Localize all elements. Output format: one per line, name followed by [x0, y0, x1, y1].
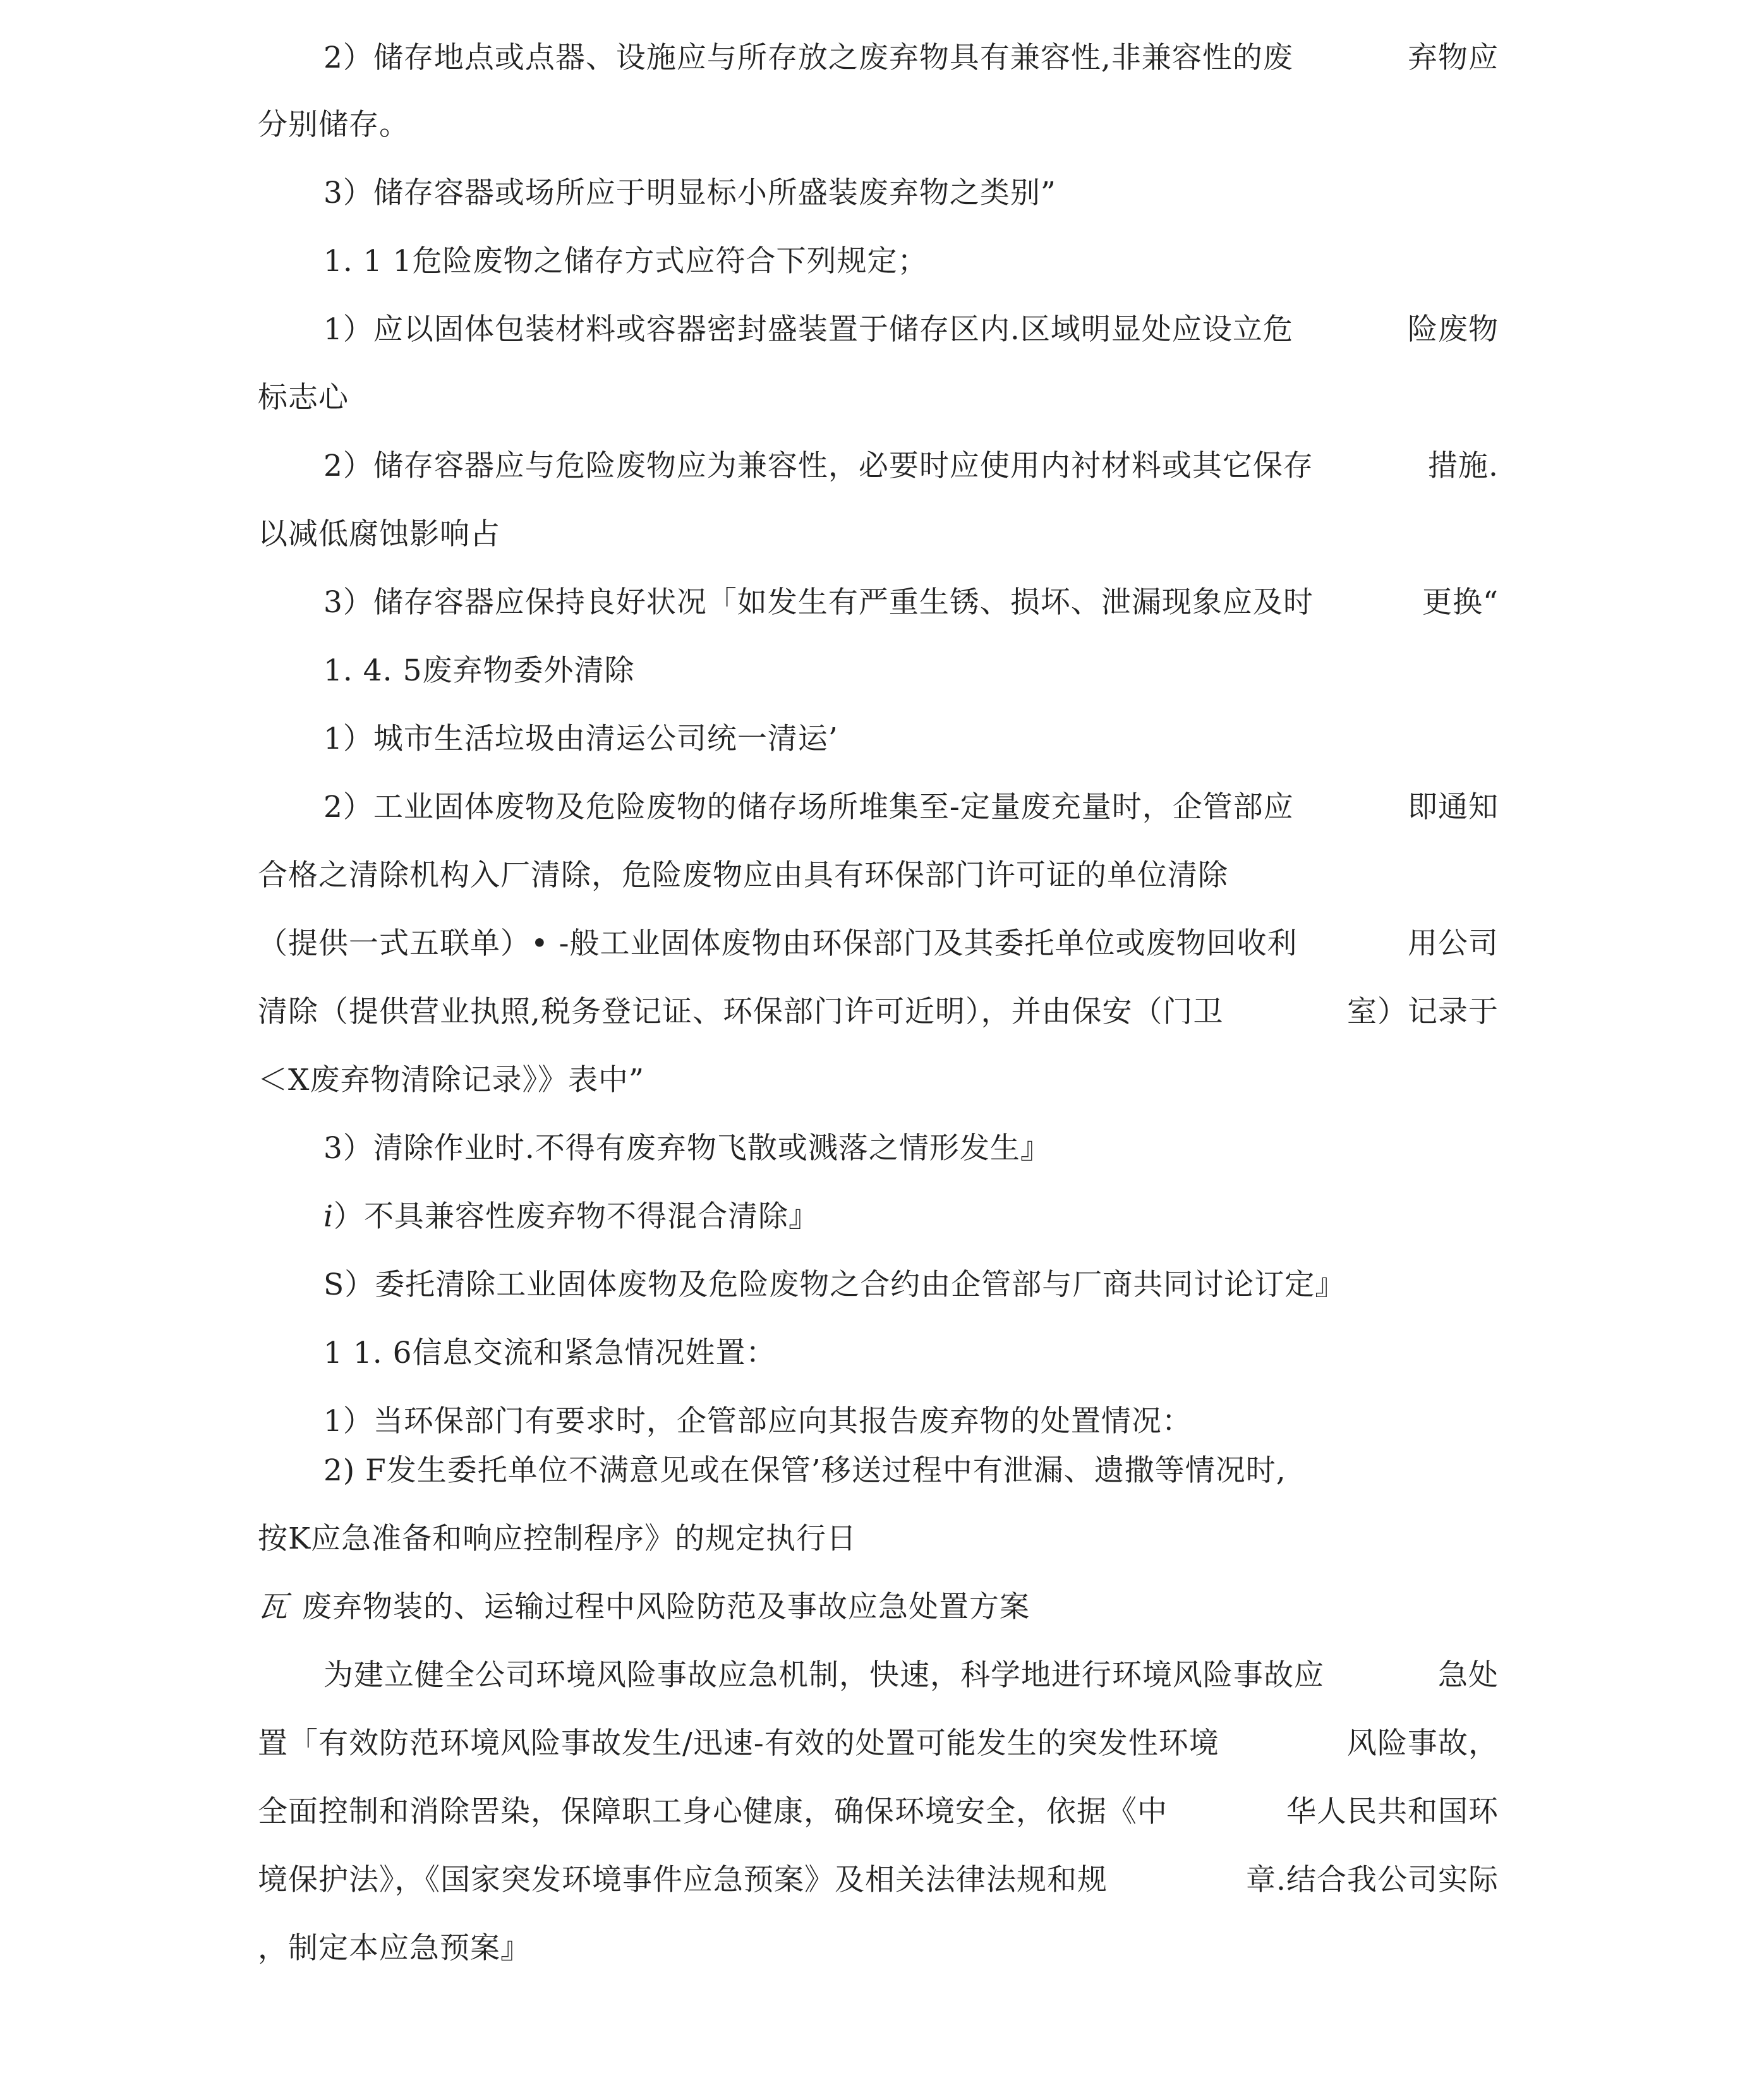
text-line — [258, 1521, 857, 1557]
text-segment: 措施. — [1428, 449, 1499, 483]
section-heading — [323, 653, 634, 689]
text-line — [258, 994, 1499, 1030]
text-segment: 以减低腐蚀影响占 — [258, 517, 500, 552]
text-line — [323, 1404, 1192, 1439]
text-segment: 瓦 — [258, 1590, 288, 1624]
text-line — [258, 1931, 531, 1966]
text-line — [323, 1658, 1499, 1693]
text-segment: 2）储存容器应与危险废物应为兼容性，必要时应使用内衬材料或其它保存 — [323, 449, 1314, 483]
text-segment: 置「有效防范环境风险事故发生/迅速-有效的处置可能发生的突发性环境 — [258, 1726, 1219, 1761]
text-segment: 合格之清除机构入厂清除，危险废物应由具有环保部门许可证的单位清除 — [258, 858, 1228, 893]
text-segment: ＜X废弃物清除记录》》表中” — [258, 1063, 644, 1097]
text-line — [323, 1131, 1051, 1166]
text-segment: 清除（提供营业执照,税务登记证、环保部门许可近明），并由保安（门卫 — [258, 994, 1224, 1029]
text-segment: 华人民共和国环 — [1286, 1794, 1499, 1829]
text-line — [258, 380, 349, 416]
text-segment: ，制定本应急预案』 — [258, 1931, 531, 1966]
text-line — [323, 790, 1499, 825]
text-segment: ）不具兼容性废弃物不得混合清除』 — [334, 1199, 819, 1234]
text-segment: 废弃物装的、运输过程中风险防范及事故应急处置方案 — [302, 1590, 1030, 1624]
text-segment: 险废物 — [1408, 312, 1499, 347]
text-line — [323, 449, 1499, 484]
text-segment: 分别储存。 — [258, 107, 409, 142]
text-segment: 即通知 — [1408, 790, 1499, 825]
text-segment: 1. 1 1危险废物之储存方式应符合下列规定； — [323, 244, 928, 279]
text-segment: 为建立健全公司环境风险事故应急机制，快速，科学地进行环境风险事故应 — [323, 1658, 1324, 1693]
text-segment: 急处 — [1438, 1658, 1499, 1693]
text-segment: 境保护法》，《国家突发环境事件应急预案》及相关法律法规和规 — [258, 1863, 1108, 1897]
section-heading — [323, 1336, 776, 1371]
text-line — [323, 1453, 1286, 1489]
text-line — [258, 1794, 1499, 1830]
text-line — [323, 40, 1499, 76]
text-line — [323, 585, 1499, 620]
text-segment: 1 1. 6信息交流和紧急情况姓置： — [323, 1336, 776, 1370]
text-segment: 弃物应 — [1408, 40, 1499, 75]
text-segment: 用公司 — [1408, 926, 1499, 961]
text-line — [323, 1199, 819, 1235]
text-segment: 2）储存地点或点器、设施应与所存放之废弃物具有兼容性,非兼容性的废 — [323, 40, 1293, 75]
text-segment: 2）工业固体废物及危险废物的储存场所堆集至-定量废充量时，企管部应 — [323, 790, 1294, 825]
text-segment: 3）储存容器或场所应于明显标小所盛装废弃物之类别” — [323, 176, 1056, 210]
section-heading — [323, 244, 928, 279]
text-segment: S）委托清除工业固体废物及危险废物之合约由企管部与厂商共同讨论订定』 — [323, 1267, 1346, 1302]
text-segment: 1）当环保部门有要求时，企管部应向其报告废弃物的处置情况： — [323, 1404, 1192, 1439]
text-segment: 全面控制和消除罟染，保障职工身心健康，确保环境安全，依据《中 — [258, 1794, 1168, 1829]
text-segment: i — [323, 1199, 334, 1234]
text-segment: 3）清除作业时.不得有废弃物飞散或溅落之情形发生』 — [323, 1131, 1051, 1166]
text-line — [258, 517, 500, 552]
text-segment: 更换“ — [1422, 585, 1499, 620]
text-segment: 2) F发生委托单位不满意见或在保管’移送过程中有泄漏、遗撒等情况时, — [323, 1453, 1286, 1488]
text-line — [323, 1267, 1345, 1303]
text-segment: 标志心 — [258, 380, 349, 415]
text-line — [323, 312, 1499, 348]
text-line — [258, 926, 1499, 962]
text-line — [323, 722, 838, 757]
text-segment: 室）记录于 — [1347, 994, 1499, 1029]
text-line — [323, 176, 1056, 211]
text-segment: 章.结合我公司实际 — [1246, 1863, 1499, 1897]
text-line — [258, 1726, 1499, 1762]
text-line — [258, 858, 1228, 893]
text-segment: 1. 4. 5废弃物委外清除 — [323, 653, 635, 688]
text-segment: 1）城市生活垃圾由清运公司统一清运’ — [323, 722, 838, 756]
text-line — [258, 107, 409, 143]
text-segment: 按K应急准备和响应控制程序》的规定执行日 — [258, 1521, 857, 1556]
text-segment: 1）应以固体包装材料或容器密封盛装置于储存区内.区域明显处应设立危 — [323, 312, 1293, 347]
text-segment: 3）储存容器应保持良好状况「如发生有严重生锈、损坏、泄漏现象应及时 — [323, 585, 1314, 620]
text-segment: 风险事故， — [1347, 1726, 1499, 1761]
text-line — [258, 1863, 1499, 1898]
section-heading — [258, 1590, 1030, 1625]
text-segment: （提供一式五联单）• -般工业固体废物由环保部门及其委托单位或废物回收利 — [258, 926, 1298, 961]
text-line — [258, 1063, 644, 1098]
